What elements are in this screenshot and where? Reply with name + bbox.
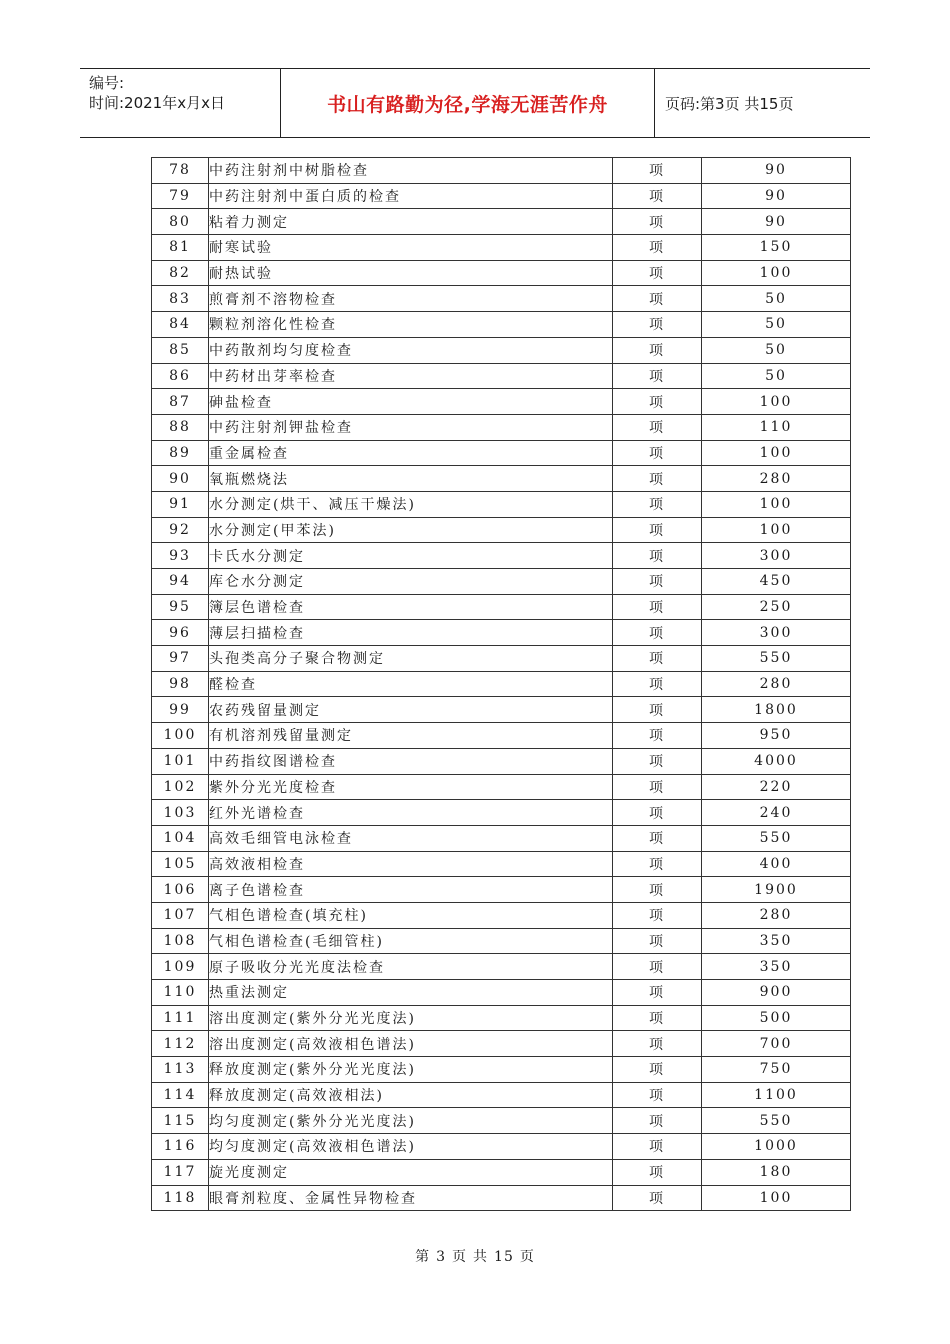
item-unit: 项 [613,543,702,569]
item-number: 99 [152,697,209,723]
table-row [152,286,851,312]
item-name: 农药残留量测定 [209,697,613,723]
item-unit: 项 [613,980,702,1006]
fee-table-body [152,158,851,1211]
table-row [152,928,851,954]
item-price: 450 [702,569,851,595]
item-price: 220 [702,774,851,800]
item-unit: 项 [613,1005,702,1031]
item-unit: 项 [613,646,702,672]
item-price: 150 [702,235,851,261]
table-row [152,1057,851,1083]
table-row [152,1185,851,1211]
item-price: 50 [702,337,851,363]
footer-suffix: 页 [519,1249,535,1265]
item-name: 耐寒试验 [209,235,613,261]
item-unit: 项 [613,877,702,903]
item-unit: 项 [613,337,702,363]
item-price: 100 [702,440,851,466]
item-price: 350 [702,954,851,980]
item-number: 96 [152,620,209,646]
item-name: 库仑水分测定 [209,569,613,595]
table-row [152,363,851,389]
item-name: 释放度测定(高效液相法) [209,1082,613,1108]
table-row [152,491,851,517]
table-row [152,260,851,286]
item-name: 簿层色谱检查 [209,594,613,620]
header-motto: 书山有路勤为径,学海无涯苦作舟 [281,69,655,137]
item-name: 释放度测定(紫外分光光度法) [209,1057,613,1083]
item-number: 100 [152,723,209,749]
item-price: 300 [702,620,851,646]
item-name: 溶出度测定(紫外分光光度法) [209,1005,613,1031]
item-price: 500 [702,1005,851,1031]
table-row [152,748,851,774]
item-price: 1100 [702,1082,851,1108]
item-unit: 项 [613,774,702,800]
item-unit: 项 [613,748,702,774]
item-number: 107 [152,902,209,928]
table-row [152,1031,851,1057]
item-name: 头孢类高分子聚合物测定 [209,646,613,672]
item-unit: 项 [613,389,702,415]
item-unit: 项 [613,466,702,492]
item-name: 高效毛细管电泳检查 [209,825,613,851]
table-row [152,980,851,1006]
item-unit: 项 [613,363,702,389]
item-number: 80 [152,209,209,235]
item-number: 118 [152,1185,209,1211]
item-price: 100 [702,491,851,517]
table-row [152,646,851,672]
item-price: 280 [702,671,851,697]
item-unit: 项 [613,312,702,338]
footer-page-number: 3 [436,1249,447,1265]
item-price: 280 [702,466,851,492]
item-number: 117 [152,1159,209,1185]
table-row [152,569,851,595]
number-label: 编号: [89,74,125,92]
item-number: 105 [152,851,209,877]
table-row [152,209,851,235]
item-name: 气相色谱检查(毛细管柱) [209,928,613,954]
item-number: 110 [152,980,209,1006]
item-number: 112 [152,1031,209,1057]
item-unit: 项 [613,954,702,980]
item-unit: 项 [613,1057,702,1083]
item-price: 400 [702,851,851,877]
table-row [152,414,851,440]
item-unit: 项 [613,1082,702,1108]
item-name: 中药注射剂中蛋白质的检查 [209,183,613,209]
item-unit: 项 [613,414,702,440]
item-price: 350 [702,928,851,954]
item-price: 180 [702,1159,851,1185]
table-row [152,312,851,338]
item-price: 110 [702,414,851,440]
item-number: 78 [152,158,209,184]
item-number: 94 [152,569,209,595]
item-name: 中药散剂均匀度检查 [209,337,613,363]
item-number: 88 [152,414,209,440]
item-number: 81 [152,235,209,261]
footer-page-word: 页 [452,1249,468,1265]
table-row [152,1108,851,1134]
item-number: 103 [152,800,209,826]
item-unit: 项 [613,260,702,286]
item-number: 95 [152,594,209,620]
item-price: 1900 [702,877,851,903]
item-number: 93 [152,543,209,569]
header-meta [80,69,281,137]
item-price: 100 [702,1185,851,1211]
item-price: 1800 [702,697,851,723]
table-row [152,158,851,184]
item-name: 中药材出芽率检查 [209,363,613,389]
item-number: 85 [152,337,209,363]
item-unit: 项 [613,440,702,466]
table-row [152,543,851,569]
table-row [152,620,851,646]
item-name: 粘着力测定 [209,209,613,235]
item-name: 红外光谱检查 [209,800,613,826]
table-row [152,517,851,543]
item-price: 250 [702,594,851,620]
item-name: 旋光度测定 [209,1159,613,1185]
item-price: 100 [702,260,851,286]
item-unit: 项 [613,235,702,261]
item-name: 中药指纹图谱检查 [209,748,613,774]
item-price: 100 [702,517,851,543]
item-price: 50 [702,363,851,389]
item-name: 高效液相检查 [209,851,613,877]
item-name: 氧瓶燃烧法 [209,466,613,492]
item-name: 砷盐检查 [209,389,613,415]
item-name: 耐热试验 [209,260,613,286]
table-row [152,954,851,980]
table-row [152,183,851,209]
item-name: 水分测定(烘干、减压干燥法) [209,491,613,517]
item-number: 111 [152,1005,209,1031]
item-price: 900 [702,980,851,1006]
item-price: 240 [702,800,851,826]
item-unit: 项 [613,286,702,312]
item-name: 煎膏剂不溶物检查 [209,286,613,312]
header-page-info: 页码:第3页 共15页 [665,94,794,113]
table-row [152,337,851,363]
item-price: 90 [702,183,851,209]
item-number: 98 [152,671,209,697]
table-row [152,877,851,903]
item-number: 91 [152,491,209,517]
item-unit: 项 [613,1031,702,1057]
item-unit: 项 [613,569,702,595]
item-unit: 项 [613,1134,702,1160]
item-price: 700 [702,1031,851,1057]
item-name: 均匀度测定(紫外分光光度法) [209,1108,613,1134]
table-row [152,774,851,800]
item-price: 90 [702,158,851,184]
table-row [152,466,851,492]
item-price: 100 [702,389,851,415]
item-price: 750 [702,1057,851,1083]
item-price: 950 [702,723,851,749]
footer-total-pages: 15 [494,1249,514,1265]
item-number: 114 [152,1082,209,1108]
footer-prefix: 第 [415,1249,431,1265]
item-unit: 项 [613,1108,702,1134]
item-unit: 项 [613,928,702,954]
table-row [152,389,851,415]
item-number: 106 [152,877,209,903]
item-name: 卡氏水分测定 [209,543,613,569]
item-unit: 项 [613,800,702,826]
item-name: 醛检查 [209,671,613,697]
item-unit: 项 [613,851,702,877]
item-price: 4000 [702,748,851,774]
item-unit: 项 [613,620,702,646]
footer-total-word: 共 [473,1249,489,1265]
item-unit: 项 [613,594,702,620]
item-number: 87 [152,389,209,415]
item-number: 115 [152,1108,209,1134]
time-label: 时间:2021年x月x日 [89,94,225,112]
table-row [152,851,851,877]
item-price: 90 [702,209,851,235]
item-name: 热重法测定 [209,980,613,1006]
item-price: 280 [702,902,851,928]
table-row [152,800,851,826]
item-price: 300 [702,543,851,569]
item-number: 104 [152,825,209,851]
item-name: 中药注射剂钾盐检查 [209,414,613,440]
item-unit: 项 [613,491,702,517]
item-name: 均匀度测定(高效液相色谱法) [209,1134,613,1160]
item-number: 82 [152,260,209,286]
item-unit: 项 [613,697,702,723]
item-number: 113 [152,1057,209,1083]
page-footer [0,1246,950,1266]
item-name: 原子吸收分光光度法检查 [209,954,613,980]
item-unit: 项 [613,825,702,851]
table-row [152,235,851,261]
item-name: 薄层扫描检查 [209,620,613,646]
fee-table [151,157,851,1211]
item-name: 重金属检查 [209,440,613,466]
item-number: 109 [152,954,209,980]
table-row [152,723,851,749]
item-price: 1000 [702,1134,851,1160]
item-number: 101 [152,748,209,774]
item-price: 550 [702,825,851,851]
item-number: 84 [152,312,209,338]
item-unit: 项 [613,902,702,928]
table-row [152,1082,851,1108]
table-row [152,1159,851,1185]
item-number: 79 [152,183,209,209]
table-row [152,1005,851,1031]
item-number: 116 [152,1134,209,1160]
item-unit: 项 [613,158,702,184]
item-unit: 项 [613,209,702,235]
table-row [152,902,851,928]
item-name: 紫外分光光度检查 [209,774,613,800]
table-row [152,697,851,723]
item-number: 102 [152,774,209,800]
item-price: 50 [702,286,851,312]
item-name: 水分测定(甲苯法) [209,517,613,543]
item-name: 气相色谱检查(填充柱) [209,902,613,928]
page-header [80,68,870,138]
item-number: 89 [152,440,209,466]
item-number: 83 [152,286,209,312]
item-price: 550 [702,646,851,672]
item-name: 有机溶剂残留量测定 [209,723,613,749]
table-row [152,594,851,620]
table-row [152,825,851,851]
item-number: 92 [152,517,209,543]
item-name: 离子色谱检查 [209,877,613,903]
item-unit: 项 [613,183,702,209]
item-price: 550 [702,1108,851,1134]
table-row [152,671,851,697]
item-unit: 项 [613,1159,702,1185]
item-number: 90 [152,466,209,492]
table-row [152,440,851,466]
item-unit: 项 [613,671,702,697]
item-name: 眼膏剂粒度、金属性异物检查 [209,1185,613,1211]
item-unit: 项 [613,723,702,749]
item-number: 97 [152,646,209,672]
item-unit: 项 [613,1185,702,1211]
item-name: 溶出度测定(高效液相色谱法) [209,1031,613,1057]
item-number: 108 [152,928,209,954]
item-name: 颗粒剂溶化性检查 [209,312,613,338]
item-unit: 项 [613,517,702,543]
table-row [152,1134,851,1160]
item-number: 86 [152,363,209,389]
item-name: 中药注射剂中树脂检查 [209,158,613,184]
item-price: 50 [702,312,851,338]
